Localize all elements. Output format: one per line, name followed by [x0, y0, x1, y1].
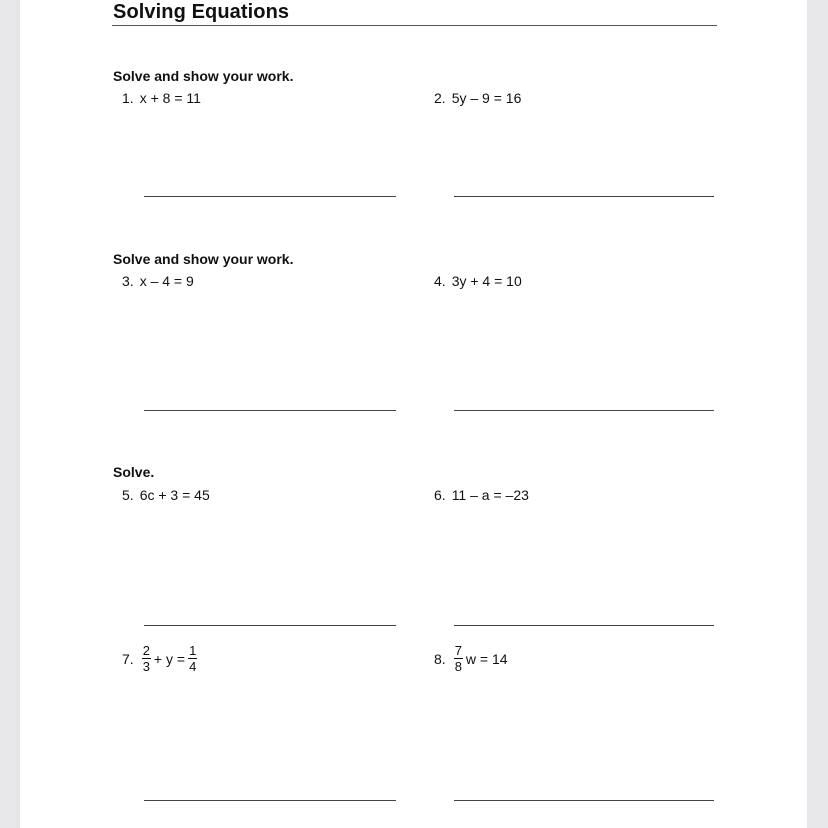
problem-5	[122, 487, 210, 503]
fraction-seven-eighths	[454, 643, 463, 674]
answer-line-2[interactable]	[454, 196, 714, 197]
problem-7-number: 7.	[122, 650, 134, 667]
fraction-two-thirds	[142, 643, 151, 674]
answer-line-8[interactable]	[454, 800, 714, 801]
section-2-instruction: Solve and show your work.	[113, 251, 294, 267]
problem-5-equation: 6c + 3 = 45	[139, 487, 210, 503]
answer-line-7[interactable]	[144, 800, 396, 801]
problem-7	[122, 643, 199, 674]
problem-4-number: 4.	[434, 273, 446, 289]
problem-6-equation: 11 – a = –23	[451, 487, 529, 503]
problem-3-number: 3.	[122, 273, 134, 289]
section-1-instruction: Solve and show your work.	[113, 68, 294, 84]
problem-8	[434, 643, 509, 674]
answer-line-5[interactable]	[144, 625, 396, 626]
fraction-one-fourth	[188, 643, 197, 674]
problem-1	[122, 90, 201, 106]
answer-line-3[interactable]	[144, 410, 396, 411]
answer-line-1[interactable]	[144, 196, 396, 197]
problem-4-equation: 3y + 4 = 10	[451, 273, 522, 289]
problem-3-equation: x – 4 = 9	[139, 273, 194, 289]
problem-8-rest: w = 14	[465, 650, 508, 667]
problem-6	[434, 487, 529, 503]
fraction-denominator: 8	[454, 659, 462, 674]
page-title: Solving Equations	[113, 1, 290, 23]
problem-2-number: 2.	[434, 90, 446, 106]
fraction-denominator: 3	[142, 659, 150, 674]
section-3-instruction: Solve.	[113, 464, 155, 480]
problem-2-equation: 5y – 9 = 16	[451, 90, 522, 106]
problem-6-number: 6.	[434, 487, 446, 503]
problem-3	[122, 273, 194, 289]
problem-1-equation: x + 8 = 11	[139, 90, 201, 106]
problem-8-number: 8.	[434, 650, 446, 667]
fraction-numerator: 1	[189, 643, 197, 658]
answer-line-6[interactable]	[454, 625, 714, 626]
fraction-numerator: 7	[454, 643, 462, 658]
problem-2	[434, 90, 521, 106]
answer-line-4[interactable]	[454, 410, 714, 411]
worksheet-page	[20, 0, 807, 828]
fraction-denominator: 4	[189, 659, 197, 674]
problem-1-number: 1.	[122, 90, 134, 106]
problem-4	[434, 273, 522, 289]
title-divider	[112, 25, 717, 26]
fraction-numerator: 2	[142, 643, 150, 658]
problem-7-middle: + y =	[153, 650, 186, 667]
problem-5-number: 5.	[122, 487, 134, 503]
